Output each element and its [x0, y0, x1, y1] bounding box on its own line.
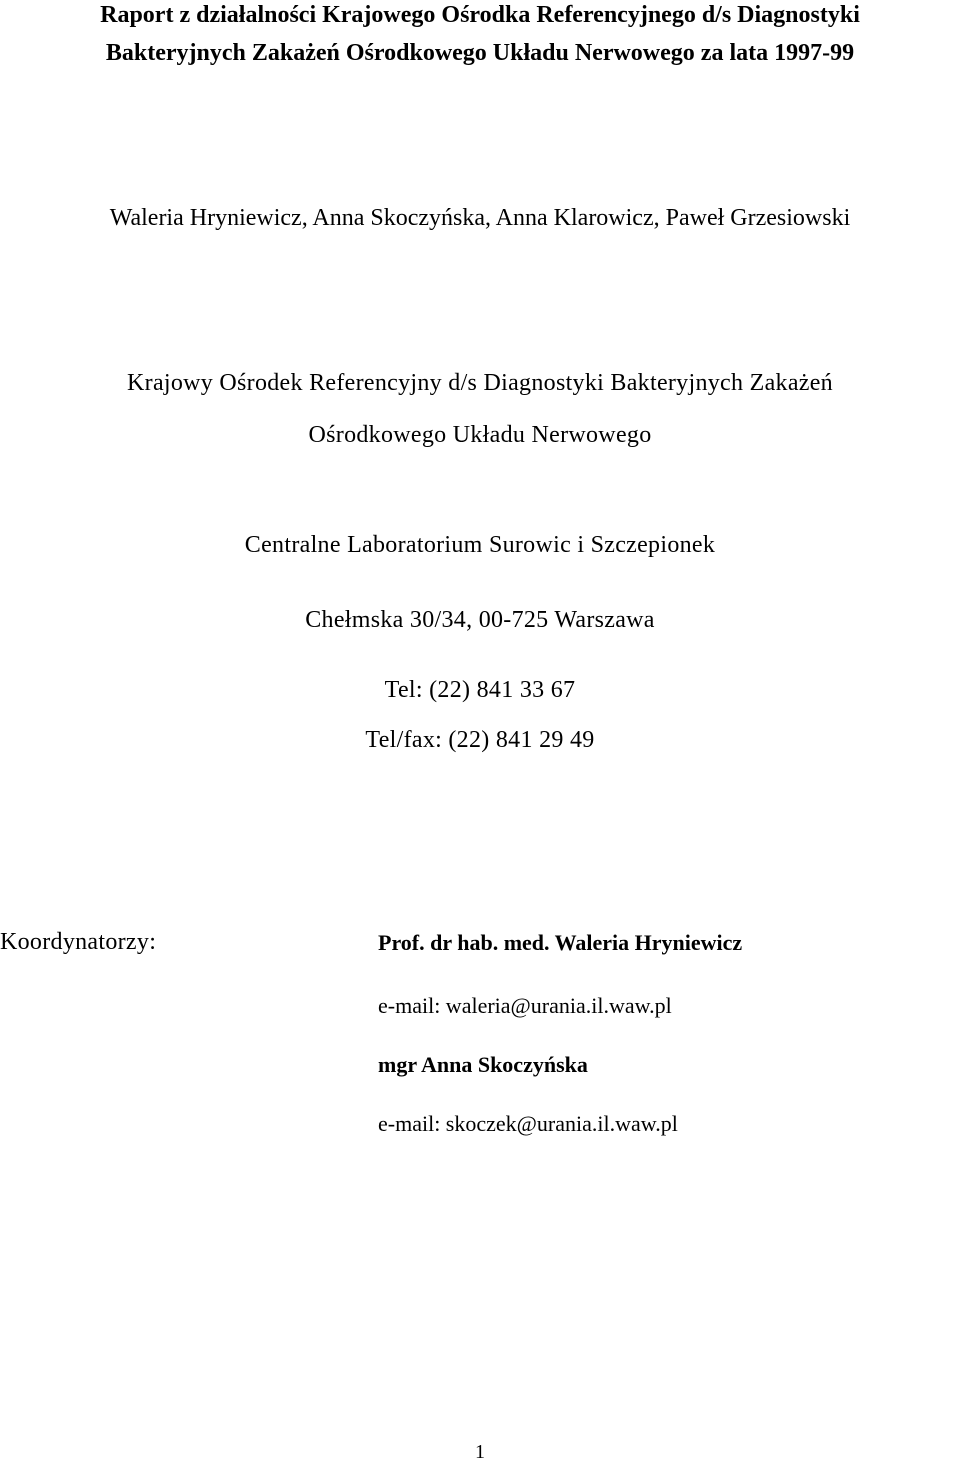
telephone: Tel: (22) 841 33 67	[384, 677, 576, 703]
authors-line: Waleria Hryniewicz, Anna Skoczyńska, Anna Klarowicz, Paweł Grzesiowski	[109, 205, 851, 231]
coordinator-2-name: mgr Anna Skoczyńska	[378, 1052, 588, 1077]
page-number: 1	[475, 1441, 485, 1463]
laboratory-name: Centralne Laboratorium Surowic i Szczepionek	[244, 532, 716, 558]
coordinator-1-email: e-mail: waleria@urania.il.waw.pl	[378, 993, 672, 1018]
address: Chełmska 30/34, 00-725 Warszawa	[305, 607, 655, 633]
coordinators-label: Koordynatorzy:	[0, 929, 157, 955]
coordinator-2-email: e-mail: skoczek@urania.il.waw.pl	[378, 1111, 678, 1136]
report-title-line-1: Raport z działalności Krajowego Ośrodka Referencyjnego d/s Diagnostyki	[100, 2, 860, 28]
telephone-fax: Tel/fax: (22) 841 29 49	[365, 727, 595, 753]
institution-name-line-2: Ośrodkowego Układu Nerwowego	[308, 422, 652, 448]
institution-name-line-1: Krajowy Ośrodek Referencyjny d/s Diagnostyki Bakteryjnych Zakażeń	[127, 370, 833, 396]
coordinator-1-name: Prof. dr hab. med. Waleria Hryniewicz	[378, 930, 743, 955]
report-title-line-2: Bakteryjnych Zakażeń Ośrodkowego Układu Nerwowego za lata 1997-99	[105, 40, 855, 66]
